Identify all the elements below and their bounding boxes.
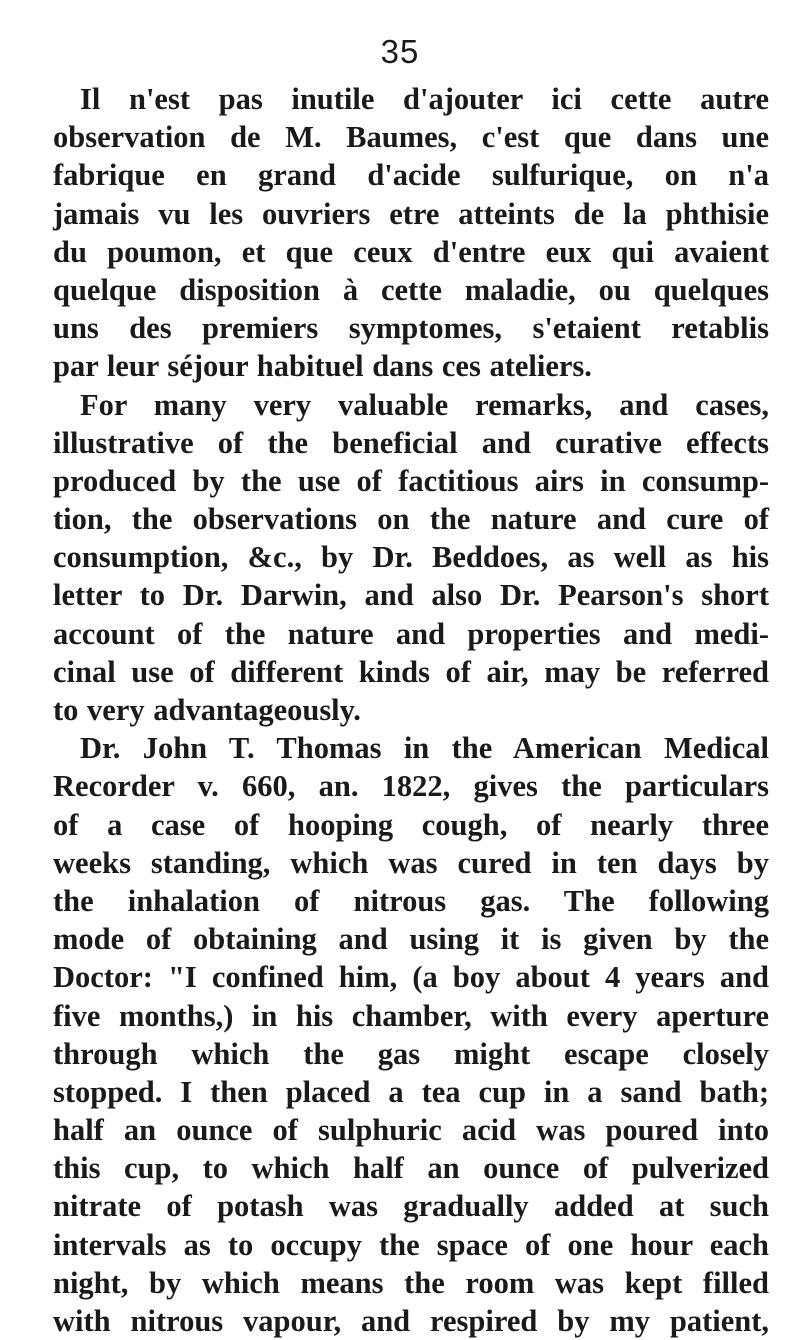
text-line: weeks standing, which was cured in ten days by [53, 845, 769, 880]
text-line: fabrique en grand d'acide sulfurique, on n'a [53, 158, 769, 193]
text-line: stopped. I then placed a tea cup in a sand bath; [53, 1074, 769, 1109]
text-line: produced by the use of factitious airs in consump- [53, 463, 769, 498]
text-line: half an ounce of sulphuric acid was poured into [53, 1113, 769, 1148]
text-line: observation de M. Baumes, c'est que dans une [53, 120, 769, 155]
text-line: to very advantageously. [53, 693, 361, 727]
text-line: Il n'est pas inutile d'ajouter ici cette autre [80, 82, 769, 116]
text-line: Doctor: "I confined him, (a boy about 4 years and [53, 960, 769, 995]
text-line: Recorder v. 660, an. 1822, gives the particulars [53, 769, 769, 804]
text-line: this cup, to which half an ounce of pulverized [53, 1151, 769, 1186]
text-line: uns des premiers symptomes, s'etaient retablis [53, 311, 769, 346]
text-line: For many very valuable remarks, and cases, [80, 387, 769, 422]
body-text [53, 80, 769, 1340]
text-line: intervals as to occupy the space of one hour each [53, 1227, 769, 1262]
text-line: par leur séjour habituel dans ces ateliers. [53, 349, 592, 384]
text-line: nitrate of potash was gradually added at such [53, 1189, 769, 1224]
text-line: du poumon, et que ceux d'entre eux qui avaient [53, 234, 769, 269]
text-line: quelque disposition à cette maladie, ou quelques [53, 272, 769, 307]
text-line: night, by which means the room was kept filled [53, 1265, 769, 1300]
text-line: the inhalation of nitrous gas. The following [53, 883, 769, 918]
text-line: account of the nature and properties and medi- [53, 616, 769, 651]
text-line: illustrative of the beneficial and curative effects [53, 425, 769, 460]
text-line: mode of obtaining and using it is given by the [53, 922, 769, 957]
text-line: letter to Dr. Darwin, and also Dr. Pearson's short [53, 578, 769, 613]
text-line: of a case of hooping cough, of nearly three [53, 807, 769, 842]
text-line: tion, the observations on the nature and cure of [53, 502, 769, 537]
text-line: cinal use of different kinds of air, may be referred [53, 654, 769, 689]
text-line: consumption, &c., by Dr. Beddoes, as well as his [53, 540, 769, 575]
text-line: through which the gas might escape closely [53, 1036, 769, 1071]
page-number: 35 [380, 33, 420, 70]
text-line: Dr. John T. Thomas in the American Medical [80, 731, 769, 766]
text-line: with nitrous vapour, and respired by my patient, [53, 1304, 769, 1338]
text-line: five months,) in his chamber, with every aperture [53, 998, 769, 1033]
text-line: jamais vu les ouvriers etre atteints de la phthisie [53, 196, 769, 231]
